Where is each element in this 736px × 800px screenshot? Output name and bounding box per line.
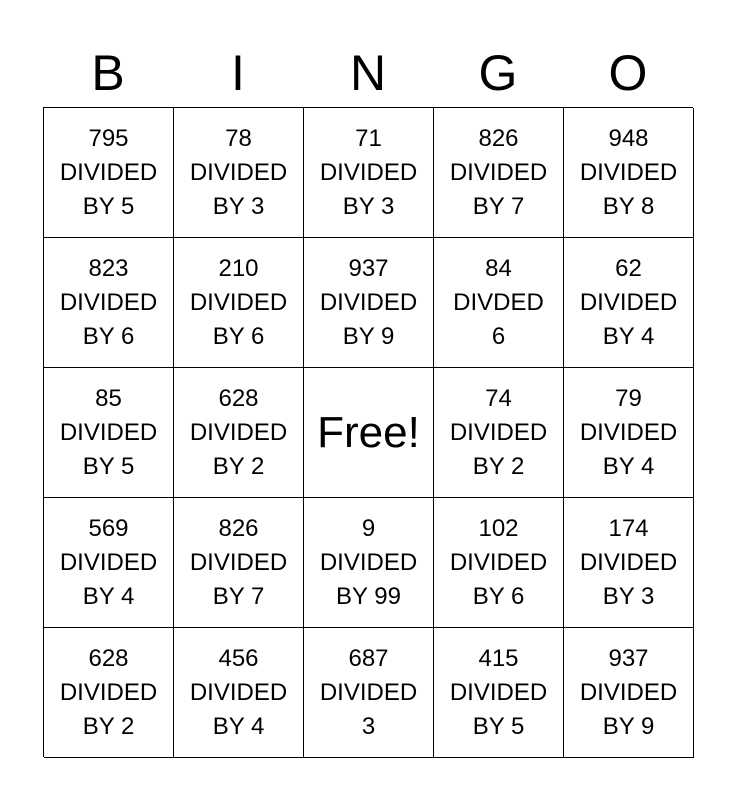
cell-text: 210 DIVIDED BY 6 [189,254,288,350]
cell-text: 74 DIVIDED BY 2 [449,384,548,480]
bingo-cell-r1-c3 [304,108,434,238]
bingo-cell-r4-c4 [434,498,564,628]
cell-text: 102 DIVIDED BY 6 [449,514,548,610]
bingo-cell-r2-c1 [44,238,174,368]
bingo-board [43,107,693,757]
bingo-cell-r4-c2 [174,498,304,628]
bingo-cell-r2-c3 [304,238,434,368]
cell-text: 9 DIVIDED BY 99 [319,514,418,610]
bingo-cell-r2-c2 [174,238,304,368]
cell-text: 62 DIVIDED BY 4 [579,254,678,350]
header-letter-o: O [608,45,648,101]
bingo-cell-r3-c5 [564,368,694,498]
cell-text: 826 DIVIDED BY 7 [189,514,288,610]
bingo-cell-r5-c1 [44,628,174,758]
bingo-cell-r3-c2 [174,368,304,498]
header-letter-n: N [349,45,387,101]
cell-text: 826 DIVIDED BY 7 [449,124,548,220]
bingo-cell-r2-c5 [564,238,694,368]
cell-text: 78 DIVIDED BY 3 [189,124,288,220]
bingo-cell-r4-c1 [44,498,174,628]
cell-text: 84 DIVDED 6 [453,254,544,350]
cell-text: 823 DIVIDED BY 6 [59,254,158,350]
bingo-cell-r3-c1 [44,368,174,498]
cell-text: 174 DIVIDED BY 3 [579,514,678,610]
bingo-cell-r1-c4 [434,108,564,238]
bingo-cell-r1-c5 [564,108,694,238]
cell-text: 948 DIVIDED BY 8 [579,124,678,220]
bingo-cell-r1-c2 [174,108,304,238]
bingo-cell-r2-c4 [434,238,564,368]
cell-text: 569 DIVIDED BY 4 [59,514,158,610]
header-letter-i: I [231,45,245,101]
cell-text: 687 DIVIDED 3 [319,644,418,740]
bingo-cell-r5-c5 [564,628,694,758]
cell-text: 415 DIVIDED BY 5 [449,644,548,740]
bingo-cell-r3-c4 [434,368,564,498]
bingo-cell-r5-c2 [174,628,304,758]
cell-text: 795 DIVIDED BY 5 [59,124,158,220]
bingo-cell-r4-c3 [304,498,434,628]
cell-text: 85 DIVIDED BY 5 [59,384,158,480]
cell-text: 628 DIVIDED BY 2 [59,644,158,740]
cell-text: 628 DIVIDED BY 2 [189,384,288,480]
header-letter-b: B [91,45,125,101]
bingo-cell-free-space [304,368,434,498]
bingo-cell-r5-c3 [304,628,434,758]
cell-text: 456 DIVIDED BY 4 [189,644,288,740]
cell-text: 71 DIVIDED BY 3 [319,124,418,220]
cell-text: 937 DIVIDED BY 9 [319,254,418,350]
bingo-cell-r1-c1 [44,108,174,238]
free-space-label: Free! [317,407,420,457]
bingo-cell-r5-c4 [434,628,564,758]
bingo-header [43,40,693,106]
cell-text: 79 DIVIDED BY 4 [579,384,678,480]
bingo-cell-r4-c5 [564,498,694,628]
cell-text: 937 DIVIDED BY 9 [579,644,678,740]
header-letter-g: G [478,45,518,101]
